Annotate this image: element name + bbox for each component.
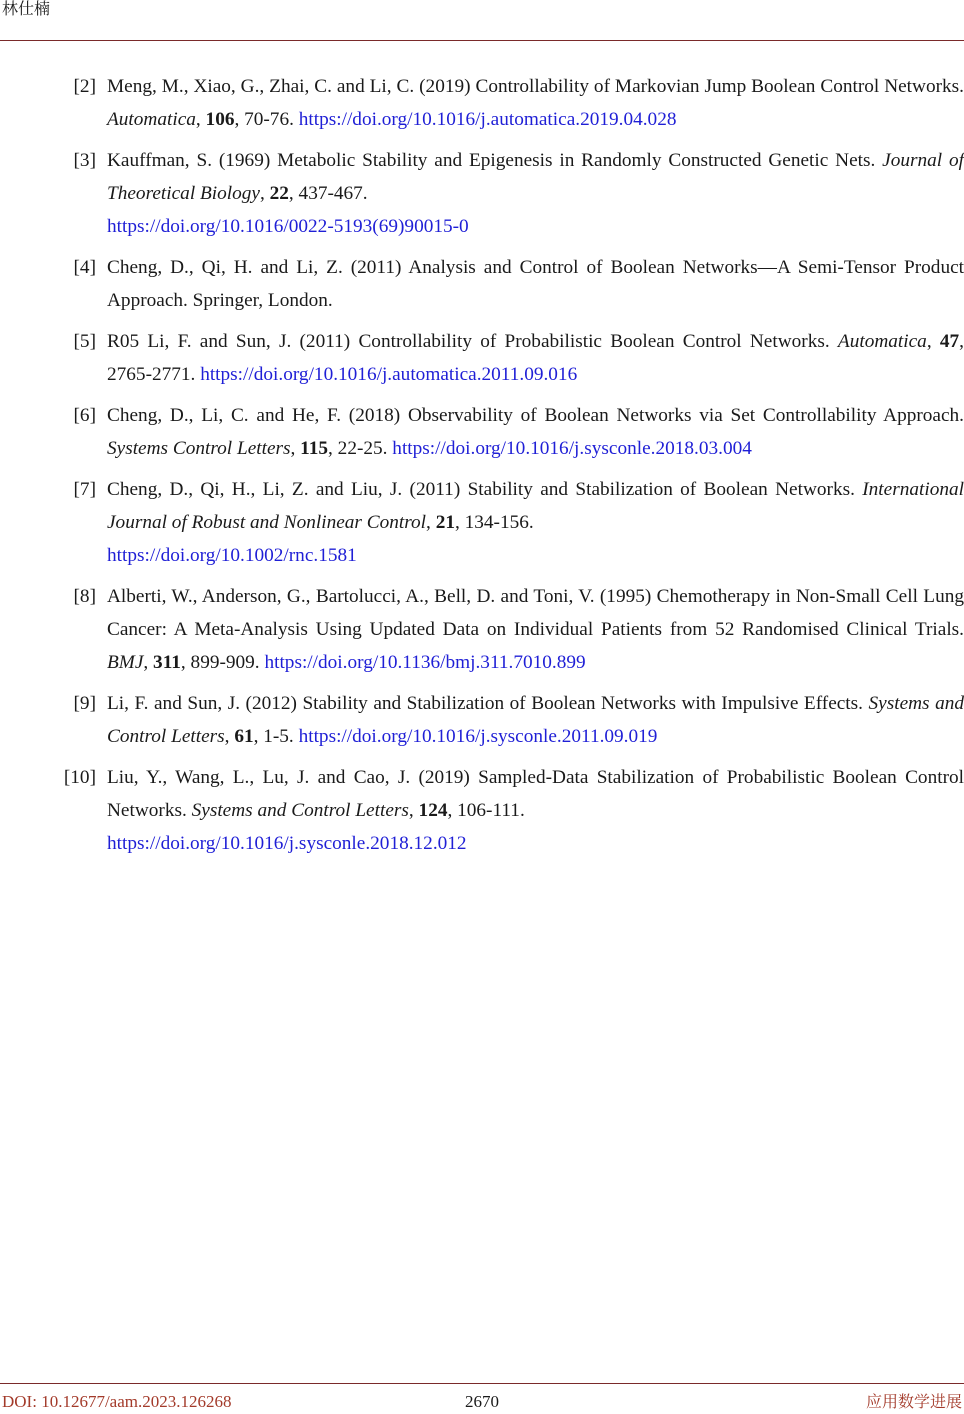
reference-journal: Automatica	[107, 109, 196, 130]
reference-pages: , 899-909.	[180, 652, 265, 673]
reference-item	[0, 687, 964, 753]
reference-doi-link[interactable]: https://doi.org/10.1016/j.sysconle.2018.12.012	[107, 833, 467, 854]
reference-item	[0, 399, 964, 465]
reference-number: [9]	[73, 693, 96, 714]
reference-number: [5]	[73, 331, 96, 352]
reference-number: [3]	[73, 150, 96, 171]
header-divider	[0, 40, 964, 41]
reference-separator: ,	[143, 652, 154, 673]
reference-text: Cheng, D., Qi, H., Li, Z. and Liu, J. (2011) Stability and Stabilization of Boolean Networks.	[107, 479, 863, 500]
reference-item	[0, 325, 964, 391]
reference-item	[0, 251, 964, 317]
reference-item	[0, 473, 964, 572]
reference-text: R05 Li, F. and Sun, J. (2011) Controllability of Probabilistic Boolean Control Networks.	[107, 331, 838, 352]
reference-number: [7]	[73, 479, 96, 500]
reference-doi-link[interactable]: https://doi.org/10.1016/j.automatica.2019.04.028	[298, 109, 677, 130]
reference-separator: ,	[926, 331, 940, 352]
reference-volume: 115	[300, 438, 329, 459]
reference-pages: , 437-467.	[288, 183, 368, 204]
reference-volume: 47	[939, 331, 960, 352]
reference-doi-link[interactable]: https://doi.org/10.1016/j.sysconle.2018.03.004	[392, 438, 752, 459]
reference-journal: Systems and Control Letters	[107, 693, 964, 747]
reference-separator: ,	[426, 512, 436, 533]
reference-journal: International Journal of Robust and Nonlinear Control	[107, 479, 964, 533]
reference-separator: ,	[408, 800, 419, 821]
reference-text: Li, F. and Sun, J. (2012) Stability and Stabilization of Boolean Networks with Impulsive Effects.	[107, 693, 869, 714]
footer-divider	[0, 1383, 964, 1384]
reference-number: [2]	[73, 76, 96, 97]
reference-number: [4]	[73, 257, 96, 278]
reference-text: Cheng, D., Li, C. and He, F. (2018) Observability of Boolean Networks via Set Controllability Approach.	[107, 405, 964, 426]
header-author: 林仕楠	[2, 0, 51, 18]
reference-pages: , 70-76.	[234, 109, 299, 130]
reference-separator: ,	[290, 438, 301, 459]
reference-volume: 124	[418, 800, 448, 821]
reference-volume: 106	[205, 109, 235, 130]
reference-pages: , 134-156.	[454, 512, 534, 533]
reference-volume: 21	[435, 512, 455, 533]
reference-number: [6]	[73, 405, 96, 426]
reference-pages: , 106-111.	[447, 800, 525, 821]
reference-item	[0, 761, 964, 860]
reference-separator: ,	[224, 726, 235, 747]
reference-number: [10]	[63, 767, 96, 788]
reference-volume: 311	[153, 652, 181, 673]
reference-text: Kauffman, S. (1969) Metabolic Stability and Epigenesis in Randomly Constructed Genetic Nets.	[107, 150, 883, 171]
reference-pages: , 2765-2771.	[107, 331, 964, 385]
page-number: 2670	[465, 1392, 499, 1411]
reference-text: Alberti, W., Anderson, G., Bartolucci, A., Bell, D. and Toni, V. (1995) Chemotherapy in Non-Small Cell Lung Cancer: A Meta-Analysis Using Updated Data on Individual Patients from 52 Randomised Clinical Trials.	[107, 586, 964, 640]
reference-pages: , 1-5.	[253, 726, 299, 747]
reference-doi-link[interactable]: https://doi.org/10.1016/j.automatica.2011.09.016	[200, 364, 578, 385]
reference-journal: Automatica	[837, 331, 927, 352]
reference-pages: , 22-25.	[328, 438, 393, 459]
reference-journal: Systems and Control Letters	[191, 800, 409, 821]
footer-doi: DOI: 10.12677/aam.2023.126268	[2, 1392, 232, 1411]
reference-text: Meng, M., Xiao, G., Zhai, C. and Li, C. (2019) Controllability of Markovian Jump Boolean Control Networks.	[107, 76, 964, 97]
reference-journal: Journal of Theoretical Biology	[107, 150, 964, 204]
reference-doi-link[interactable]: https://doi.org/10.1016/0022-5193(69)90015-0	[107, 216, 469, 237]
reference-volume: 22	[269, 183, 289, 204]
reference-item	[0, 144, 964, 243]
reference-journal: Systems Control Letters	[107, 438, 291, 459]
reference-item	[0, 70, 964, 136]
reference-number: [8]	[73, 586, 96, 607]
reference-item	[0, 580, 964, 679]
reference-journal: BMJ	[107, 652, 144, 673]
reference-separator: ,	[259, 183, 270, 204]
reference-doi-link[interactable]: https://doi.org/10.1136/bmj.311.7010.899	[264, 652, 586, 673]
reference-separator: ,	[195, 109, 206, 130]
reference-volume: 61	[234, 726, 254, 747]
reference-list	[0, 70, 964, 868]
footer-journal-name: 应用数学进展	[865, 1392, 962, 1411]
reference-text: Liu, Y., Wang, L., Lu, J. and Cao, J. (2019) Sampled-Data Stabilization of Probabilistic Boolean Control Networks.	[107, 767, 964, 821]
reference-doi-link[interactable]: https://doi.org/10.1002/rnc.1581	[107, 545, 357, 566]
reference-text: Cheng, D., Qi, H. and Li, Z. (2011) Analysis and Control of Boolean Networks—A Semi-Tensor Product Approach. Springer, London.	[107, 257, 964, 311]
reference-doi-link[interactable]: https://doi.org/10.1016/j.sysconle.2011.09.019	[298, 726, 658, 747]
